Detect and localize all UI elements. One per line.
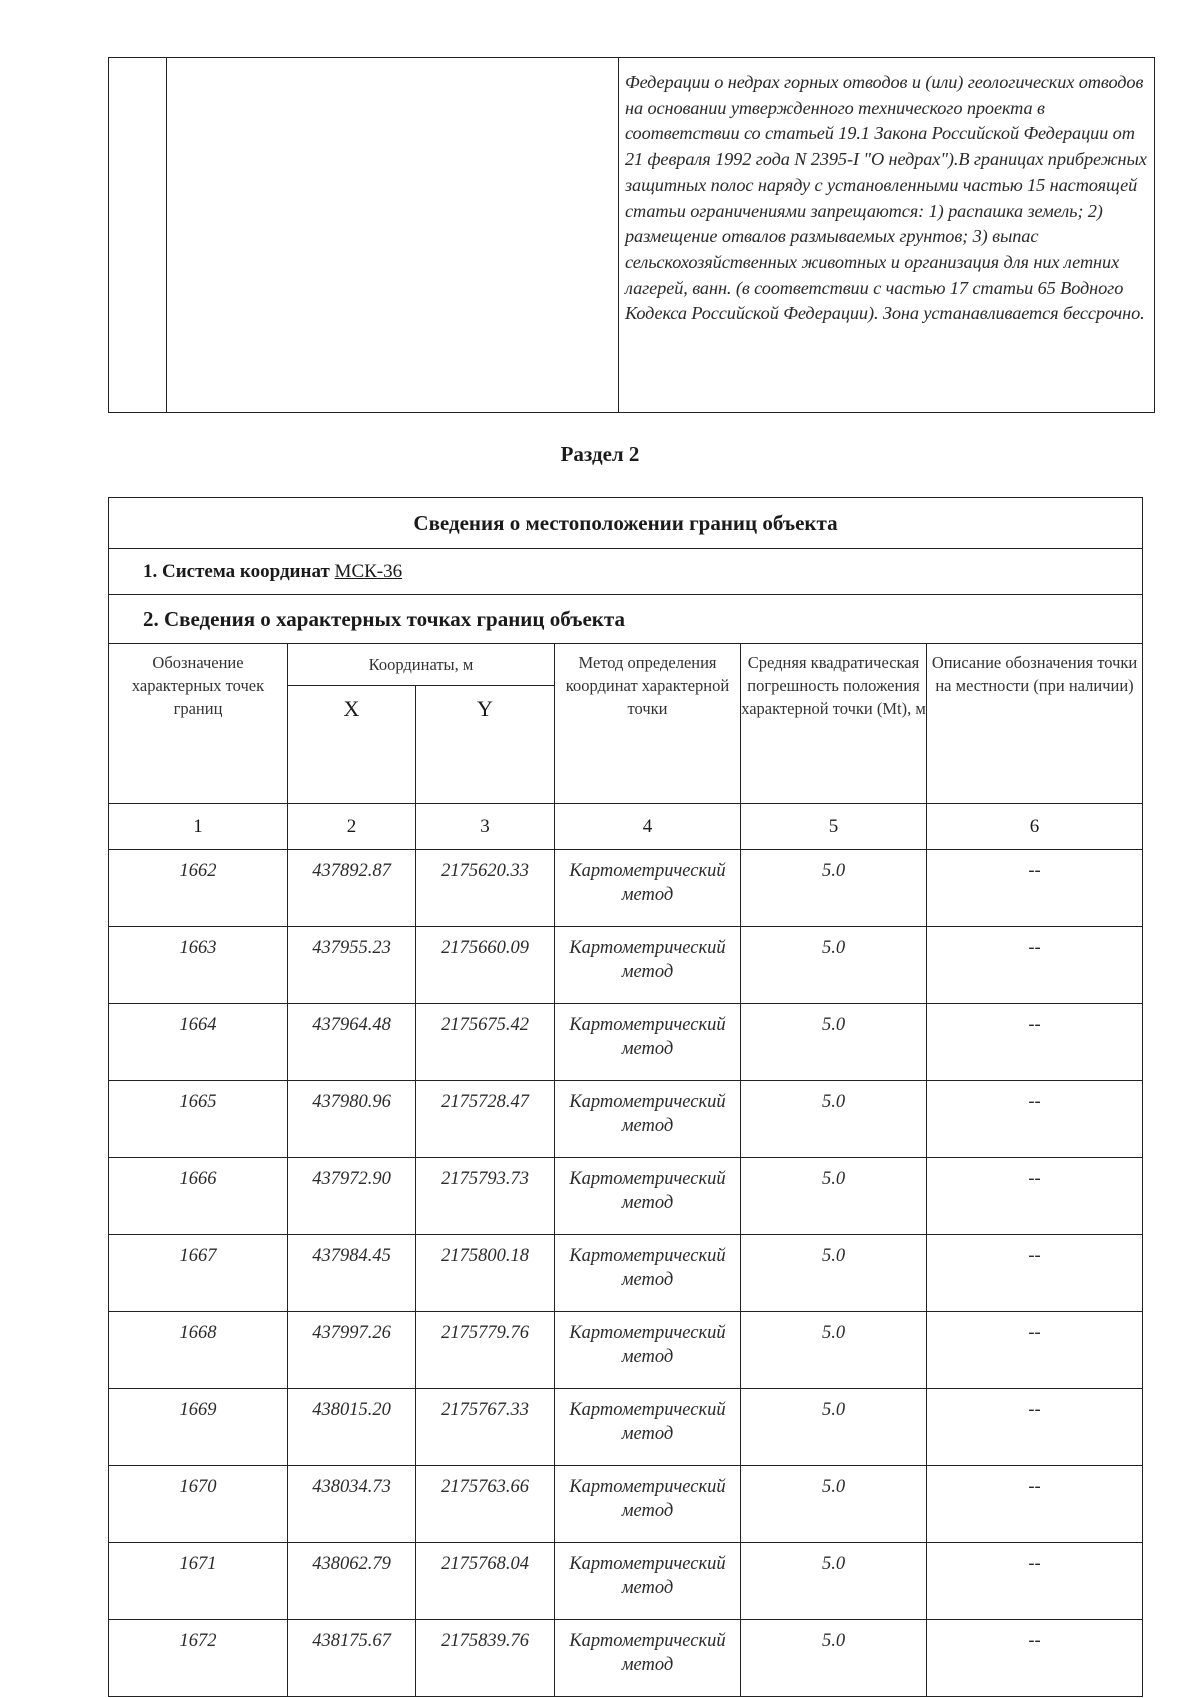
cell-error: 5.0 bbox=[741, 1466, 927, 1543]
cell-point: 1669 bbox=[109, 1389, 288, 1466]
header-y: Y bbox=[416, 686, 555, 804]
cell-point: 1666 bbox=[109, 1158, 288, 1235]
section-heading: Раздел 2 bbox=[560, 442, 640, 466]
cell-point: 1662 bbox=[109, 850, 288, 927]
cell-x: 437972.90 bbox=[288, 1158, 416, 1235]
cell-point: 1663 bbox=[109, 927, 288, 1004]
cell-description: -- bbox=[927, 1620, 1143, 1697]
cell-error: 5.0 bbox=[741, 1389, 927, 1466]
cell-point: 1664 bbox=[109, 1004, 288, 1081]
cell-error: 5.0 bbox=[741, 927, 927, 1004]
points-heading: 2. Сведения о характерных точках границ объекта bbox=[109, 595, 1143, 644]
header-method: Метод определения координат характерной точки bbox=[555, 644, 741, 804]
header-point-designation: Обозначение характерных точек границ bbox=[109, 644, 288, 804]
cell-method: Картометрический метод bbox=[555, 1466, 741, 1543]
continuation-table bbox=[108, 57, 1155, 413]
cell-x: 438015.20 bbox=[288, 1389, 416, 1466]
cell-point: 1671 bbox=[109, 1543, 288, 1620]
restriction-note-cell bbox=[619, 58, 1155, 413]
table-title: Сведения о местоположении границ объекта bbox=[109, 498, 1143, 549]
cell-error: 5.0 bbox=[741, 850, 927, 927]
cell-method: Картометрический метод bbox=[555, 1312, 741, 1389]
cell-error: 5.0 bbox=[741, 1543, 927, 1620]
cell-y: 2175767.33 bbox=[416, 1389, 555, 1466]
cell-method: Картометрический метод bbox=[555, 1004, 741, 1081]
cell-y: 2175768.04 bbox=[416, 1543, 555, 1620]
cell-y: 2175620.33 bbox=[416, 850, 555, 927]
empty-cell-1 bbox=[109, 58, 167, 413]
table-row bbox=[109, 1466, 1143, 1543]
column-number: 1 bbox=[109, 804, 288, 850]
coord-system-row bbox=[109, 549, 1143, 595]
cell-y: 2175779.76 bbox=[416, 1312, 555, 1389]
cell-description: -- bbox=[927, 1466, 1143, 1543]
cell-description: -- bbox=[927, 1389, 1143, 1466]
cell-x: 437984.45 bbox=[288, 1235, 416, 1312]
table-row bbox=[109, 1543, 1143, 1620]
cell-x: 437955.23 bbox=[288, 927, 416, 1004]
cell-point: 1667 bbox=[109, 1235, 288, 1312]
cell-point: 1670 bbox=[109, 1466, 288, 1543]
cell-method: Картометрический метод bbox=[555, 1620, 741, 1697]
header-coordinates: Координаты, м bbox=[288, 644, 555, 686]
table-row bbox=[109, 1312, 1143, 1389]
table-row bbox=[109, 1389, 1143, 1466]
cell-description: -- bbox=[927, 1158, 1143, 1235]
restriction-note: Федерации о недрах горных отводов и (или) геологических отводов на основании утвержденного технического проекта в соответствии со статьей 19.1 Закона Российской Федерации от 21 февраля 1992 года N 2395-I "О недрах").В границах прибрежных защитных полос наряду с установленными частью 15 настоящей статьи ограничениями запрещаются: 1) распашка земель; 2) размещение отвалов размываемых грунтов; 3) выпас сельскохозяйственных животных и организация для них летних лагерей, ванн. (в соответствии с частью 17 статьи 65 Водного Кодекса Российской Федерации). Зона устанавливается бессрочно. bbox=[625, 72, 1147, 324]
cell-method: Картометрический метод bbox=[555, 1158, 741, 1235]
cell-x: 438175.67 bbox=[288, 1620, 416, 1697]
cell-error: 5.0 bbox=[741, 1620, 927, 1697]
cell-y: 2175728.47 bbox=[416, 1081, 555, 1158]
cell-y: 2175793.73 bbox=[416, 1158, 555, 1235]
column-number-row bbox=[109, 804, 1143, 850]
cell-method: Картометрический метод bbox=[555, 1543, 741, 1620]
cell-method: Картометрический метод bbox=[555, 1081, 741, 1158]
table-row bbox=[109, 1158, 1143, 1235]
header-error: Средняя квадратическая погрешность положения характерной точки (Mt), м bbox=[741, 644, 927, 804]
table-row bbox=[109, 850, 1143, 927]
coord-system-label: 1. Система координат bbox=[143, 560, 330, 582]
cell-error: 5.0 bbox=[741, 1081, 927, 1158]
cell-description: -- bbox=[927, 1235, 1143, 1312]
cell-point: 1668 bbox=[109, 1312, 288, 1389]
cell-x: 437964.48 bbox=[288, 1004, 416, 1081]
cell-method: Картометрический метод bbox=[555, 927, 741, 1004]
table-row bbox=[109, 1620, 1143, 1697]
table-row bbox=[109, 1004, 1143, 1081]
column-number: 2 bbox=[288, 804, 416, 850]
header-description: Описание обозначения точки на местности (при наличии) bbox=[927, 644, 1143, 804]
cell-description: -- bbox=[927, 850, 1143, 927]
cell-x: 437980.96 bbox=[288, 1081, 416, 1158]
cell-error: 5.0 bbox=[741, 1004, 927, 1081]
cell-error: 5.0 bbox=[741, 1158, 927, 1235]
cell-y: 2175660.09 bbox=[416, 927, 555, 1004]
cell-method: Картометрический метод bbox=[555, 1389, 741, 1466]
cell-x: 437997.26 bbox=[288, 1312, 416, 1389]
table-row bbox=[109, 1235, 1143, 1312]
column-number: 3 bbox=[416, 804, 555, 850]
cell-y: 2175675.42 bbox=[416, 1004, 555, 1081]
boundary-points-table bbox=[108, 497, 1143, 1697]
cell-description: -- bbox=[927, 927, 1143, 1004]
cell-error: 5.0 bbox=[741, 1235, 927, 1312]
cell-y: 2175800.18 bbox=[416, 1235, 555, 1312]
empty-cell-2 bbox=[167, 58, 619, 413]
column-number: 4 bbox=[555, 804, 741, 850]
coord-system-value: МСК-36 bbox=[334, 560, 403, 582]
cell-x: 438034.73 bbox=[288, 1466, 416, 1543]
column-number: 5 bbox=[741, 804, 927, 850]
cell-description: -- bbox=[927, 1081, 1143, 1158]
cell-method: Картометрический метод bbox=[555, 1235, 741, 1312]
cell-error: 5.0 bbox=[741, 1312, 927, 1389]
cell-description: -- bbox=[927, 1312, 1143, 1389]
cell-x: 438062.79 bbox=[288, 1543, 416, 1620]
column-number: 6 bbox=[927, 804, 1143, 850]
table-row bbox=[109, 1081, 1143, 1158]
cell-description: -- bbox=[927, 1004, 1143, 1081]
cell-point: 1665 bbox=[109, 1081, 288, 1158]
cell-point: 1672 bbox=[109, 1620, 288, 1697]
cell-description: -- bbox=[927, 1543, 1143, 1620]
cell-method: Картометрический метод bbox=[555, 850, 741, 927]
header-x: X bbox=[288, 686, 416, 804]
cell-x: 437892.87 bbox=[288, 850, 416, 927]
cell-y: 2175763.66 bbox=[416, 1466, 555, 1543]
table-row bbox=[109, 927, 1143, 1004]
cell-y: 2175839.76 bbox=[416, 1620, 555, 1697]
